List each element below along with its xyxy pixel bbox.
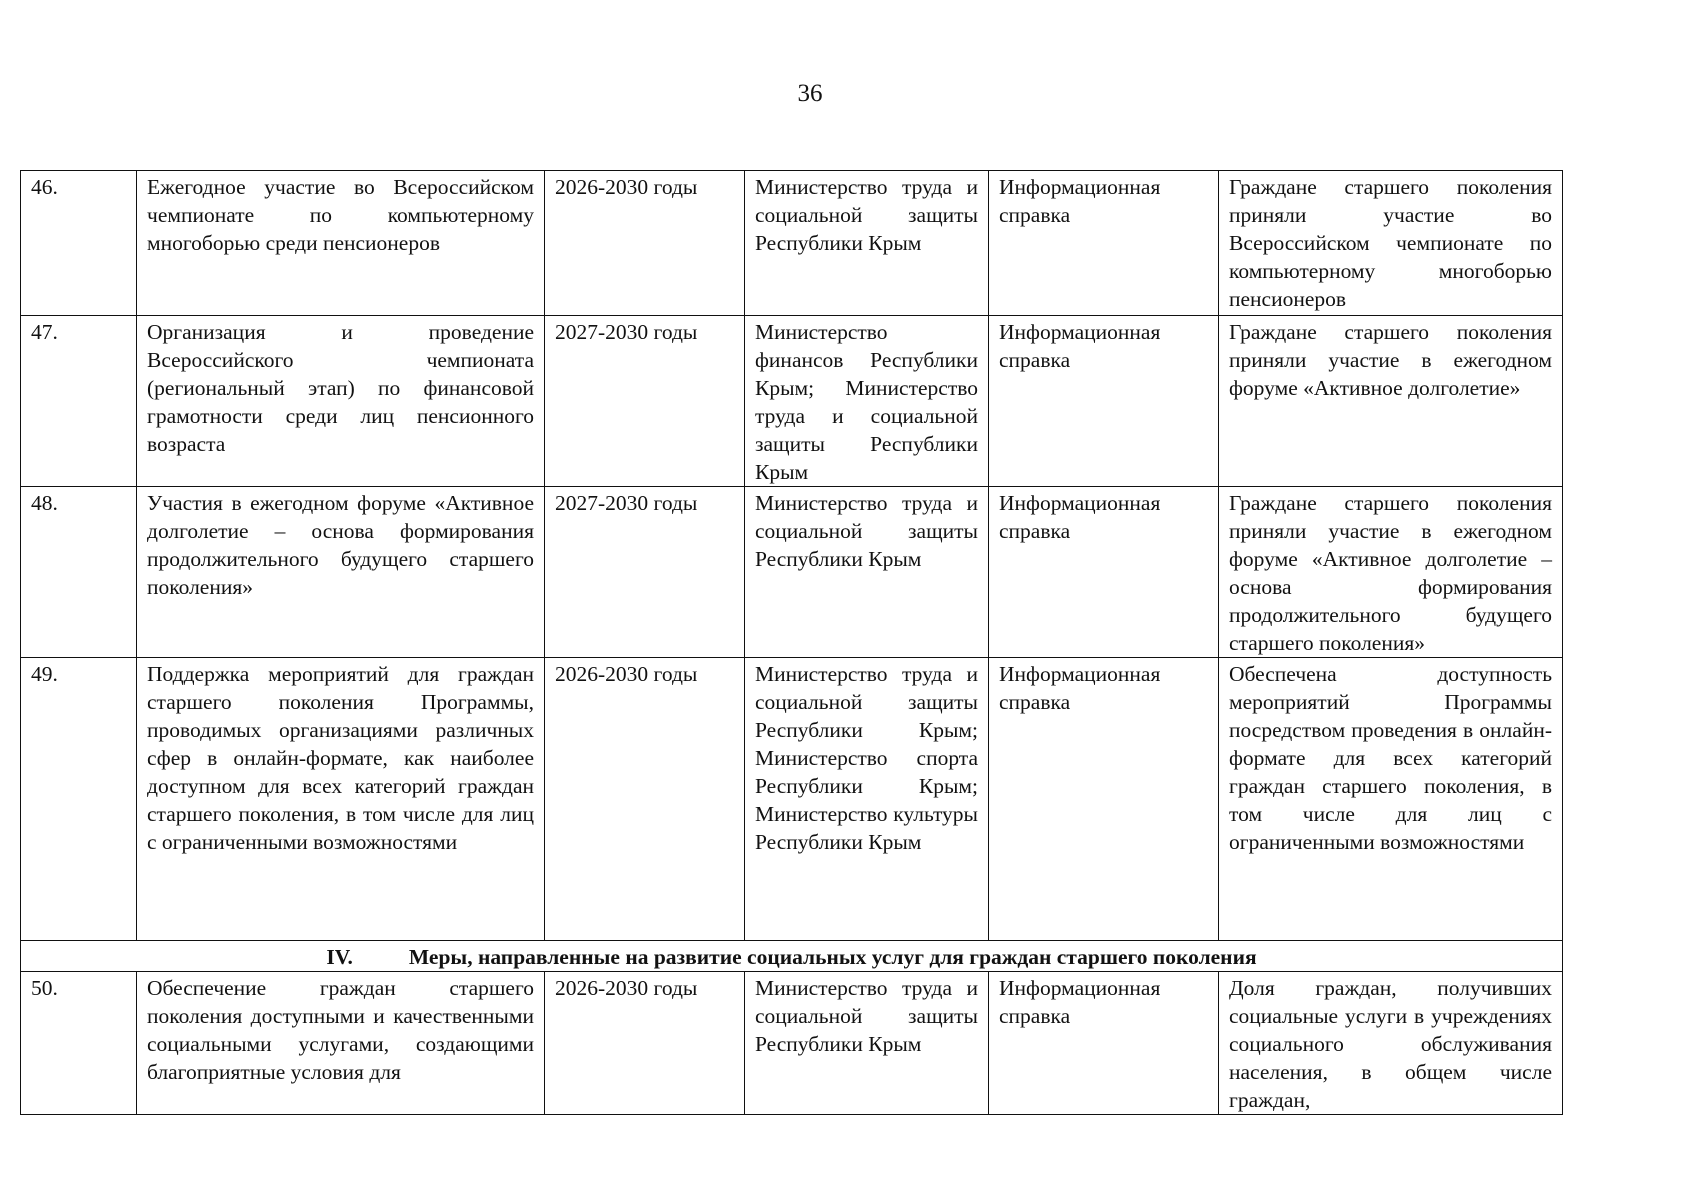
table-row <box>21 171 1563 316</box>
executor-cell: Министерство финансов Республики Крым; Министерство труда и социальной защиты Республики Крым <box>745 316 989 487</box>
executor-cell: Министерство труда и социальной защиты Республики Крым; Министерство спорта Республики Крым; Министерство культуры Республики Крым <box>745 658 989 941</box>
measure-cell: Организация и проведение Всероссийского чемпионата (региональный этап) по финансовой грамотности среди лиц пенсионного возраста <box>137 316 545 487</box>
period-cell: 2026-2030 годы <box>545 171 745 316</box>
control-cell: Информационная справка <box>989 487 1219 658</box>
row-number: 46. <box>21 171 137 316</box>
executor-cell: Министерство труда и социальной защиты Республики Крым <box>745 487 989 658</box>
row-number: 50. <box>21 972 137 1115</box>
measure-cell <box>137 972 545 1115</box>
period-cell: 2027-2030 годы <box>545 316 745 487</box>
executor-cell: Министерство труда и социальной защиты Республики Крым <box>745 972 989 1115</box>
period-cell: 2027-2030 годы <box>545 487 745 658</box>
result-cell: Граждане старшего поколения приняли участие в ежегодном форуме «Активное долголетие» <box>1219 316 1563 487</box>
control-cell: Информационная справка <box>989 658 1219 941</box>
period-cell: 2026-2030 годы <box>545 972 745 1115</box>
result-cell <box>1219 972 1563 1115</box>
section-header-row <box>21 941 1563 972</box>
result-cell: Граждане старшего поколения приняли участие во Всероссийском чемпионате по компьютерному многоборью пенсионеров <box>1219 171 1563 316</box>
row-number: 47. <box>21 316 137 487</box>
control-cell: Информационная справка <box>989 972 1219 1115</box>
period-cell: 2026-2030 годы <box>545 658 745 941</box>
table-row <box>21 316 1563 487</box>
row-number: 49. <box>21 658 137 941</box>
row-number: 48. <box>21 487 137 658</box>
measure-cell: Участия в ежегодном форуме «Активное долголетие – основа формирования продолжительного будущего старшего поколения» <box>137 487 545 658</box>
measure-text: Обеспечение граждан старшего поколения доступными и качественными социальными услугами, создающими благоприятные условия для <box>147 976 534 1084</box>
table-row <box>21 658 1563 941</box>
control-cell: Информационная справка <box>989 171 1219 316</box>
section-numeral: IV. <box>326 945 353 969</box>
result-text: Доля граждан, получивших социальные услуги в учреждениях социального обслуживания населения, в общем числе граждан, <box>1229 976 1552 1112</box>
result-cell: Граждане старшего поколения приняли участие в ежегодном форуме «Активное долголетие – основа формирования продолжительного будущего старшего поколения» <box>1219 487 1563 658</box>
result-cell: Обеспечена доступность мероприятий Программы посредством проведения в онлайн-формате для всех категорий граждан старшего поколения, в том числе для лиц с ограниченными возможностями <box>1219 658 1563 941</box>
measure-cell: Ежегодное участие во Всероссийском чемпионате по компьютерному многоборью среди пенсионеров <box>137 171 545 316</box>
section-heading <box>21 941 1563 972</box>
measures-table <box>20 170 1563 1115</box>
table-row <box>21 487 1563 658</box>
executor-cell: Министерство труда и социальной защиты Республики Крым <box>745 171 989 316</box>
section-title: Меры, направленные на развитие социальных услуг для граждан старшего поколения <box>408 945 1257 969</box>
control-cell: Информационная справка <box>989 316 1219 487</box>
measure-cell: Поддержка мероприятий для граждан старшего поколения Программы, проводимых организациями различных сфер в онлайн-формате, как наиболее доступном для всех категорий граждан старшего поколения, в том числе для лиц с ограниченными возможностями <box>137 658 545 941</box>
page-number: 36 <box>797 80 823 107</box>
table-row <box>21 972 1563 1115</box>
